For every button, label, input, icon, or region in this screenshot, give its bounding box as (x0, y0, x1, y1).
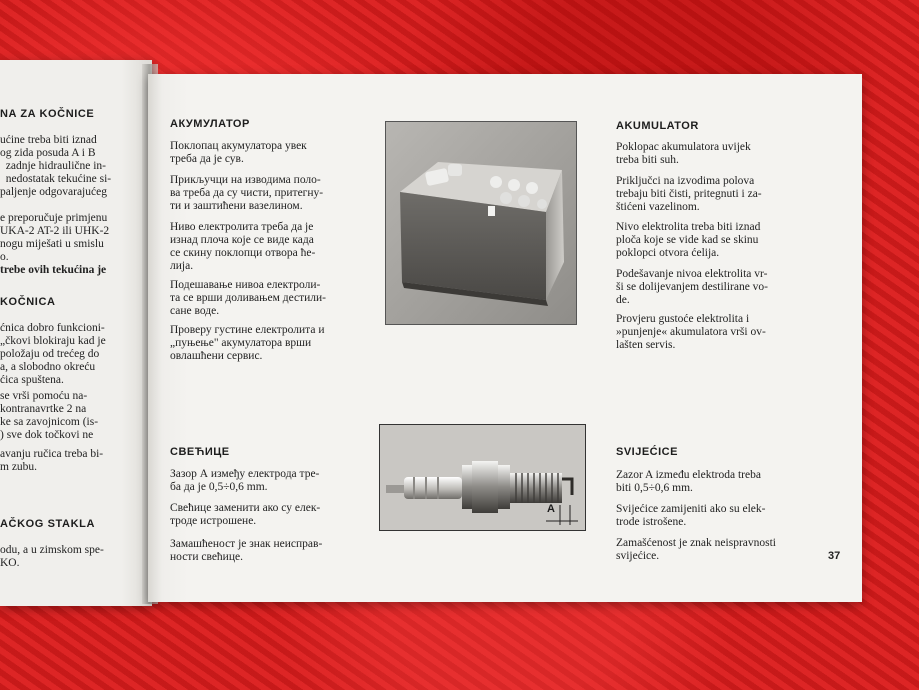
cyr-text-line: „пуњење" акумулатора врши (170, 337, 312, 349)
cyr-text-line: овлашћени сервис. (170, 350, 263, 362)
cyr-text-line: Подешавање нивоа електроли- (170, 279, 321, 291)
cyr-text-line: сане воде. (170, 305, 220, 317)
page-number: 37 (828, 550, 841, 562)
lat-text-line: Podešavanje nivoa elektrolita vr- (616, 268, 768, 280)
lat-heading-battery: AKUMULATOR (616, 120, 699, 132)
cyr-text-line: се скину поклопци отвора ће- (170, 247, 316, 259)
cyr-text-line: Свећице заменити ако су елек- (170, 502, 321, 514)
left-text-line: položaju od trećeg do (0, 348, 100, 360)
battery-photo (385, 121, 577, 325)
spark-plug-figure (379, 424, 586, 531)
left-text-line: ) sve dok točkovi ne (0, 429, 94, 441)
cyr-text-line: ти и заштићени вазелином. (170, 200, 303, 212)
lat-text-line: Provjeru gustoće elektrolita i (616, 313, 750, 325)
left-heading-brakes-fluid: NA ZA KOČNICE (0, 108, 95, 120)
left-text-line: nogu miješati u smislu (0, 238, 104, 250)
left-text-line: kontranavrtke 2 na (0, 403, 87, 415)
lat-text-line: lašten servis. (616, 339, 676, 351)
cyr-text-line: троде истрошене. (170, 515, 257, 527)
left-text-line: ćnica dobro funkcioni- (0, 322, 105, 334)
left-text-line: UKA-2 AT-2 ili UHK-2 (0, 225, 110, 237)
left-text-line: m zubu. (0, 461, 38, 473)
lat-text-line: ši se dolijevanjem destilirane vo- (616, 281, 769, 293)
left-text-line: zadnje hidraulične in- (0, 160, 107, 172)
left-text-line: se vrši pomoću na- (0, 390, 88, 402)
left-text-line: ćica spuštena. (0, 374, 64, 386)
battery-illustration (386, 122, 576, 324)
cyr-text-line: ба да је 0,5÷0,6 mm. (170, 481, 268, 493)
lat-text-line: Zazor A između elektroda treba (616, 469, 761, 481)
left-text-line: avanju ručica treba bi- (0, 448, 104, 460)
lat-text-line: štićeni vazelinom. (616, 201, 700, 213)
lat-text-line: biti 0,5÷0,6 mm. (616, 482, 693, 494)
left-text-line: o. (0, 251, 9, 263)
lat-heading-plugs: SVIJEĆICE (616, 446, 678, 458)
left-text-line: a, a slobodno okreću (0, 361, 96, 373)
left-text-line: odu, a u zimskom spe- (0, 544, 104, 556)
lat-text-line: poklopci otvora ćelija. (616, 247, 720, 259)
gap-label: A (547, 503, 556, 515)
left-heading-glass: AČKOG STAKLA (0, 518, 95, 530)
cyr-text-line: Проверу густине електролита и (170, 324, 325, 336)
lat-text-line: Priključci na izvodima polova (616, 175, 755, 187)
cyr-text-line: Поклопац акумулатора увек (170, 140, 307, 152)
lat-text-line: trebaju biti čisti, pritegnuti i za- (616, 188, 762, 200)
left-text-line: paljenje odgovarajućeg (0, 186, 107, 198)
left-bold-line: trebe ovih tekućina je (0, 264, 107, 276)
lat-text-line: Svijećice zamijeniti ako su elek- (616, 503, 766, 515)
cyr-text-line: треба да је сув. (170, 153, 244, 165)
lat-text-line: svijećice. (616, 550, 660, 562)
left-page (0, 60, 152, 606)
lat-text-line: de. (616, 294, 630, 306)
left-text-line: „čkovi blokiraju kad je (0, 335, 106, 347)
lat-text-line: treba biti suh. (616, 154, 679, 166)
cyr-text-line: Прикључци на изводима поло- (170, 174, 321, 186)
cyr-text-line: ности свећице. (170, 551, 243, 563)
cyr-text-line: ва треба да су чисти, притегну- (170, 187, 324, 199)
left-heading-brake: KOČNICA (0, 296, 56, 308)
cyr-heading-battery: АКУМУЛАТОР (170, 118, 250, 130)
left-text-line: og zida posuda A i B (0, 147, 96, 159)
lat-text-line: Poklopac akumulatora uvijek (616, 141, 751, 153)
cyr-text-line: Зазор А између електрода тре- (170, 468, 320, 480)
right-page (148, 74, 862, 602)
cyr-text-line: та се врши доливањем дестили- (170, 292, 326, 304)
left-text-line: nedostatak tekućine si- (0, 173, 112, 185)
lat-text-line: ploča koje se vide kad se skinu (616, 234, 759, 246)
lat-text-line: Zamašćenost je znak neispravnosti (616, 537, 776, 549)
lat-text-line: trode istrošene. (616, 516, 687, 528)
left-text-line: ke sa zavojnicom (is- (0, 416, 99, 428)
cyr-text-line: лија. (170, 260, 194, 272)
lat-text-line: »punjenje« akumulatora vrši ov- (616, 326, 766, 338)
left-text-line: e preporučuje primjenu (0, 212, 108, 224)
left-text-line: ućine treba biti iznad (0, 134, 97, 146)
cyr-heading-plugs: СВЕЋИЦЕ (170, 446, 230, 458)
cyr-text-line: Ниво електролита треба да је (170, 221, 314, 233)
cyr-text-line: изнад плоча које се виде када (170, 234, 314, 246)
cyr-text-line: Замашћеност је знак неисправ- (170, 538, 323, 550)
lat-text-line: Nivo elektrolita treba biti iznad (616, 221, 761, 233)
left-text-line: KO. (0, 557, 20, 569)
